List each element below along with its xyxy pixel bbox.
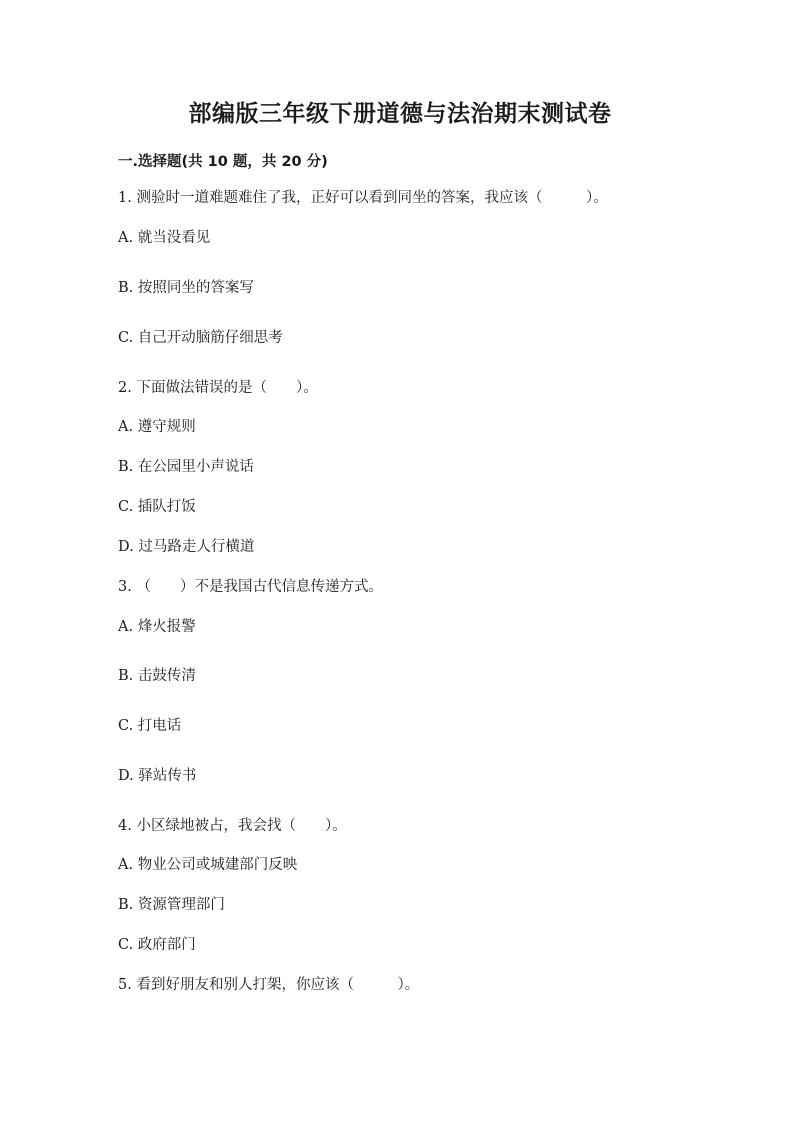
- question-4-option-a: A. 物业公司或城建部门反映: [118, 857, 298, 873]
- question-3-option-c: C. 打电话: [118, 718, 182, 734]
- page-title: 部编版三年级下册道德与法治期末测试卷: [188, 101, 612, 127]
- question-stem-4: 4. 小区绿地被占，我会找（ ）。: [118, 818, 347, 834]
- question-1-option-c: C. 自己开动脑筋仔细思考: [118, 330, 283, 346]
- question-4-option-b: B. 资源管理部门: [118, 897, 225, 913]
- question-4-option-c: C. 政府部门: [118, 937, 196, 953]
- question-1-option-b: B. 按照同坐的答案写: [118, 280, 254, 296]
- question-2-option-a: A. 遵守规则: [118, 419, 196, 435]
- question-stem-2: 2. 下面做法错误的是（ ）。: [118, 380, 318, 396]
- question-2-option-b: B. 在公园里小声说话: [118, 459, 254, 475]
- question-3-option-d: D. 驿站传书: [118, 768, 197, 784]
- question-stem-1: 1. 测验时一道难题难住了我，正好可以看到同坐的答案，我应该（ ）。: [118, 190, 608, 206]
- question-3-option-a: A. 烽火报警: [118, 619, 196, 635]
- question-2-option-d: D. 过马路走人行横道: [118, 539, 255, 555]
- question-stem-3: 3. （ ）不是我国古代信息传递方式。: [118, 579, 383, 595]
- question-3-option-b: B. 击鼓传清: [118, 668, 196, 684]
- question-1-option-a: A. 就当没看见: [118, 230, 211, 246]
- question-stem-5: 5. 看到好朋友和别人打架，你应该（ ）。: [118, 977, 420, 993]
- question-2-option-c: C. 插队打饭: [118, 499, 196, 515]
- section-heading: 一.选择题(共 10 题，共 20 分): [118, 154, 328, 170]
